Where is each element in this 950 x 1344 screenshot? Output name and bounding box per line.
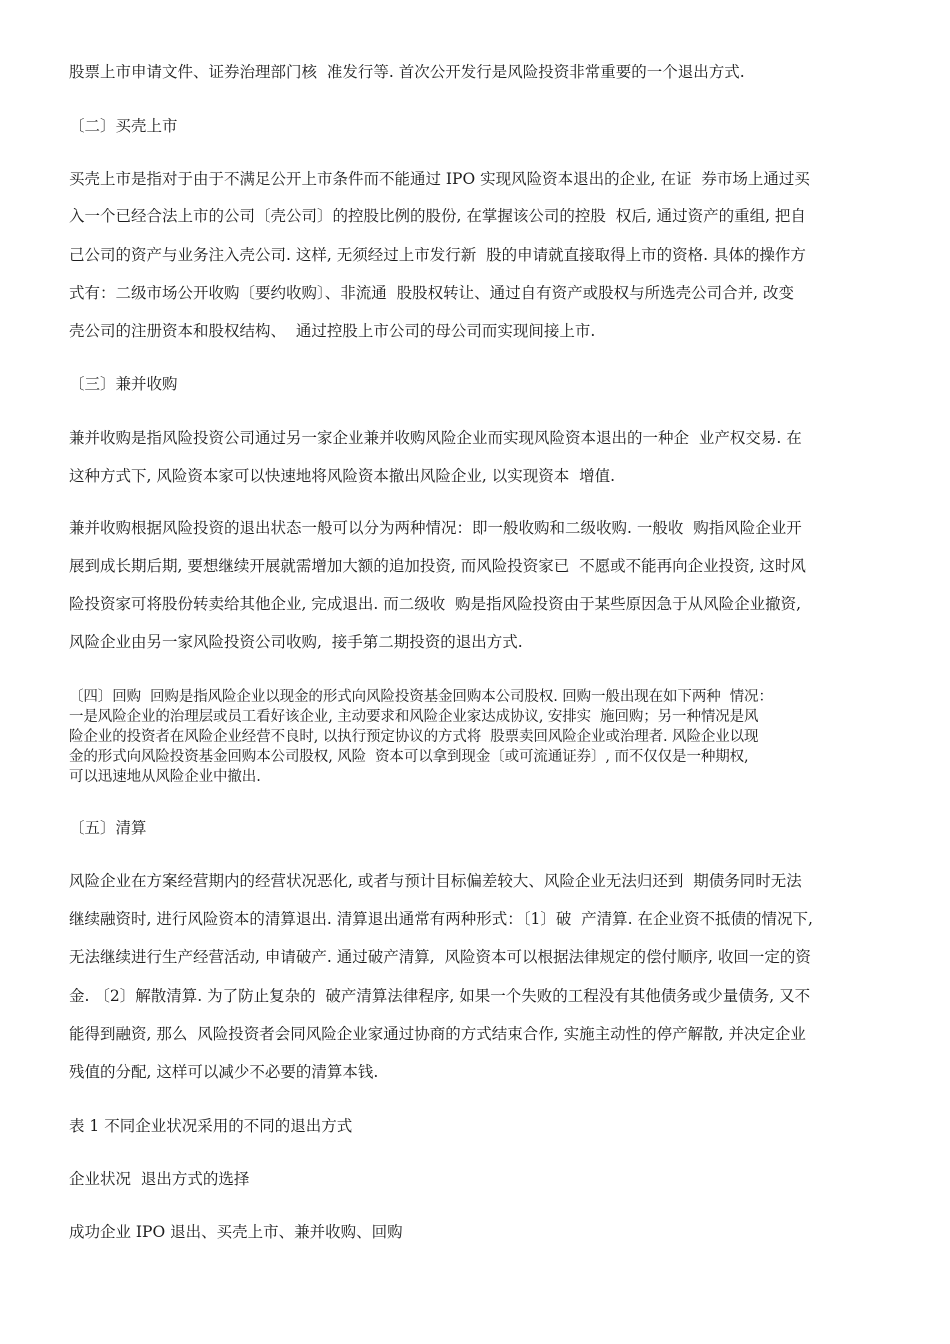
paragraph-liquidation-line-5: 能得到融资, 那么 风险投资者会同风险企业家通过协商的方式结束合作, 实施主动性的停产解散, 并决定企业	[69, 1025, 806, 1043]
paragraph-liquidation-line-2: 继续融资时, 进行风险资本的清算退出. 清算退出通常有两种形式：〔1〕破 产清算. 在企业资不抵债的情况下,	[69, 910, 813, 928]
table-row: 成功企业 IPO 退出、买壳上市、兼并收购、回购	[69, 1223, 403, 1241]
paragraph-liquidation-line-1: 风险企业在方案经营期内的经营状况恶化, 或者与预计目标偏差较大、风险企业无法归还到 期债务同时无法	[69, 872, 802, 890]
table-header: 企业状况 退出方式的选择	[69, 1170, 250, 1188]
paragraph-merger-b-line-1: 兼并收购根据风险投资的退出状态一般可以分为两种情况：即一般收购和二级收购. 一般收 购指风险企业开	[69, 519, 802, 537]
paragraph-buyback-line-1: 〔四〕回购 回购是指风险企业以现金的形式向风险投资基金回购本公司股权. 回购一般出现在如下两种 情况：	[69, 689, 773, 705]
paragraph-merger-b-line-3: 险投资家可将股份转卖给其他企业, 完成退出. 而二级收 购是指风险投资由于某些原因急于从风险企业撤资,	[69, 595, 801, 613]
table-title: 表 1 不同企业状况采用的不同的退出方式	[69, 1117, 353, 1135]
paragraph-shell-line-5: 壳公司的注册资本和股权结构、 通过控股上市公司的母公司而实现间接上市.	[69, 322, 596, 340]
paragraph-shell-line-3: 己公司的资产与业务注入壳公司. 这样, 无须经过上市发行新 股的申请就直接取得上市的资格. 具体的操作方	[69, 246, 806, 264]
paragraph-buyback-line-4: 金的形式向风险投资基金回购本公司股权, 风险 资本可以拿到现金〔或可流通证券〕, 而不仅仅是一种期权,	[69, 749, 749, 765]
section-heading-merger: 〔三〕兼并收购	[69, 375, 178, 393]
paragraph-shell-line-1: 买壳上市是指对于由于不满足公开上市条件而不能通过 IPO 实现风险资本退出的企业, 在证 券市场上通过买	[69, 170, 810, 188]
paragraph-shell-line-2: 入一个已经合法上市的公司〔壳公司〕的控股比例的股份, 在掌握该公司的控股 权后, 通过资产的重组, 把自	[69, 207, 806, 225]
paragraph-merger-a-line-2: 这种方式下, 风险资本家可以快速地将风险资本撤出风险企业, 以实现资本 增值.	[69, 467, 615, 485]
section-heading-shell-listing: 〔二〕买壳上市	[69, 117, 178, 135]
paragraph-merger-b-line-4: 风险企业由另一家风险投资公司收购, 接手第二期投资的退出方式.	[69, 633, 523, 651]
paragraph-buyback-line-2: 一是风险企业的治理层或员工看好该企业, 主动要求和风险企业家达成协议, 安排实 施回购；另一种情况是风	[69, 709, 759, 725]
paragraph-buyback-line-5: 可以迅速地从风险企业中撤出.	[69, 769, 261, 785]
paragraph-merger-a-line-1: 兼并收购是指风险投资公司通过另一家企业兼并收购风险企业而实现风险资本退出的一种企 业产权交易. 在	[69, 429, 802, 447]
paragraph-merger-b-line-2: 展到成长期后期, 要想继续开展就需增加大额的追加投资, 而风险投资家已 不愿或不能再向企业投资, 这时风	[69, 557, 806, 575]
paragraph-liquidation-line-4: 金. 〔2〕解散清算. 为了防止复杂的 破产清算法律程序, 如果一个失败的工程没有其他债务或少量债务, 又不	[69, 987, 811, 1005]
paragraph-ipo-end: 股票上市申请文件、证券治理部门核 准发行等. 首次公开发行是风险投资非常重要的一个退出方式.	[69, 63, 745, 81]
paragraph-liquidation-line-3: 无法继续进行生产经营活动, 申请破产. 通过破产清算, 风险资本可以根据法律规定的偿付顺序, 收回一定的资	[69, 948, 811, 966]
paragraph-liquidation-line-6: 残值的分配, 这样可以减少不必要的清算本钱.	[69, 1063, 379, 1081]
paragraph-buyback-line-3: 险企业的投资者在风险企业经营不良时, 以执行预定协议的方式将 股票卖回风险企业或治理者. 风险企业以现	[69, 729, 759, 745]
paragraph-shell-line-4: 式有：二级市场公开收购〔要约收购〕、非流通 股股权转让、通过自有资产或股权与所选壳公司合并, 改变	[69, 284, 794, 302]
section-heading-liquidation: 〔五〕清算	[69, 819, 147, 837]
